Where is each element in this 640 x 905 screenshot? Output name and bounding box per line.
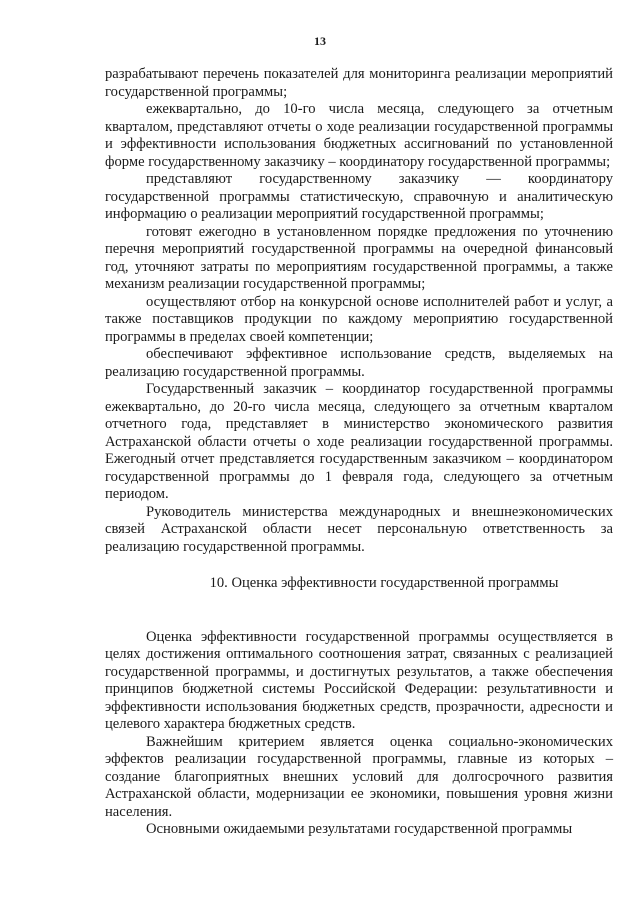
paragraph-competitive-selection: осуществляют отбор на конкурсной основе исполнителей работ и услуг, а также поставщиков продукции по каждому мероприятию государственной программы в пределах своей компетенции;	[105, 293, 613, 345]
paragraph-indicators-list: разрабатывают перечень показателей для мониторинга реализации мероприятий государственной программы;	[105, 66, 613, 100]
paragraph-coordinator-reports: Государственный заказчик – координатор государственной программы ежеквартально, до 20-го числа месяца, следующего за отчетным кварталом отчетного года, представляет в министерство экономического развития Астраханской области отчеты о ходе реализации государственной программы. Ежегодный отчет представляется государственным заказчиком – координатором государственной программы до 1 февраля года, следующего за отчетным периодом.	[105, 381, 613, 502]
paragraph-effective-use: обеспечивают эффективное использование средств, выделяемых на реализацию государственной программы.	[105, 346, 613, 380]
paragraph-quarterly-reports: ежеквартально, до 10-го числа месяца, следующего за отчетным кварталом, представляют отчеты о ходе реализации государственной программы и эффективности использования бюджетных ассигнований по установленной форме государственному заказчику – координатору государственной программы;	[105, 101, 613, 170]
section-heading: 10. Оценка эффективности государственной программы	[209, 575, 559, 591]
paragraph-minister-responsibility: Руководитель министерства международных и внешнеэкономических связей Астраханской области несет персональную ответственность за реализацию государственной программы.	[105, 503, 613, 555]
paragraph-efficiency-assessment: Оценка эффективности государственной программы осуществляется в целях достижения оптимального соотношения затрат, связанных с реализацией государственной программы, и достигнутых результатов, а также обеспечения принципов бюджетной системы Российской Федерации: результативности и эффективности использования бюджетных средств, прозрачности, адресности и целевого характера бюджетных средств.	[105, 628, 613, 732]
paragraph-key-criterion: Важнейшим критерием является оценка социально-экономических эффектов реализации государственной программы, главные из которых – создание благоприятных внешних условий для долгосрочного развития Астраханской области, модернизации ее экономики, повышения уровня жизни населения.	[105, 733, 613, 820]
page-number: 13	[314, 34, 326, 48]
document-body	[105, 66, 613, 839]
paragraph-statistical-info: представляют государственному заказчику — координатору государственной программы статистическую, справочную и аналитическую информацию о реализации мероприятий государственной программы;	[105, 171, 613, 222]
paragraph-expected-results: Основными ожидаемыми результатами государственной программы	[146, 821, 573, 837]
paragraph-annual-proposals: готовят ежегодно в установленном порядке предложения по уточнению перечня мероприятий государственной программы на очередной финансовый год, уточняют затраты по мероприятиям государственной программы, а также механизм реализации государственной программы;	[105, 223, 613, 292]
